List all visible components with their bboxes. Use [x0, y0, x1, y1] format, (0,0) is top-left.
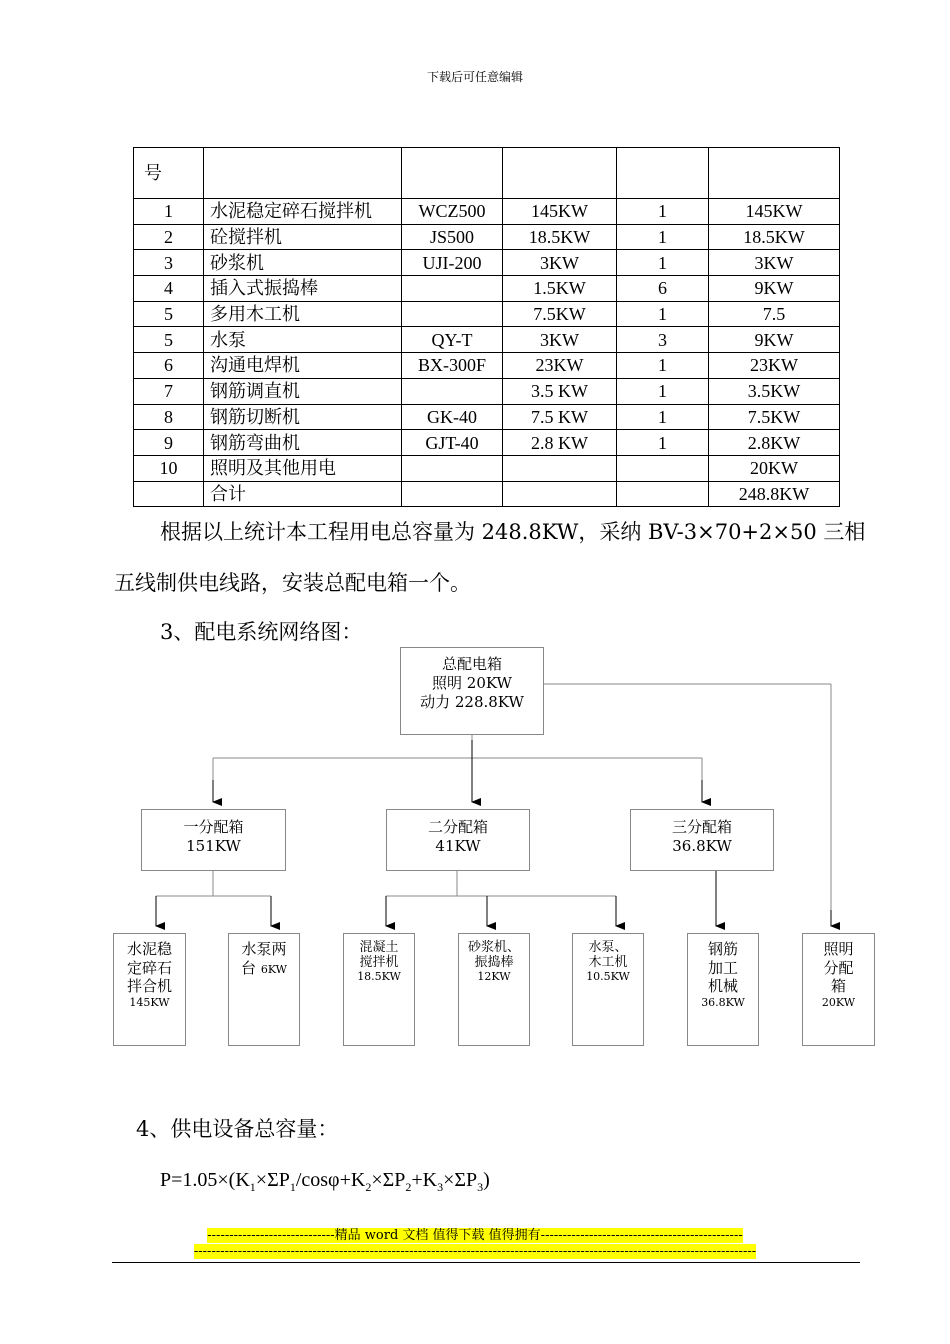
section-3-heading: 3、配电系统网络图： — [160, 620, 363, 644]
table-cell: 6 — [134, 353, 204, 379]
table-cell: 4 — [134, 276, 204, 302]
formula-sub: 2 — [405, 1180, 412, 1194]
table-cell: 8 — [134, 404, 204, 430]
leaf-power: 18.5KW — [357, 970, 401, 983]
sub-box-3-power: 36.8KW — [672, 837, 732, 855]
table-cell: 7.5KW — [503, 301, 617, 327]
table-cell: 沟通电焊机 — [204, 353, 402, 379]
table-cell: UJI-200 — [402, 250, 503, 276]
table-cell: 水泥稳定碎石搅拌机 — [204, 199, 402, 225]
leaf-power: 20KW — [821, 995, 856, 1009]
leaf-box-stabilized-mixer — [113, 933, 186, 1046]
table-cell: 2.8 KW — [503, 430, 617, 456]
table-cell: 145KW — [709, 199, 840, 225]
formula-sub: 3 — [477, 1180, 484, 1194]
main-distribution-box — [400, 647, 544, 735]
leaf-box-pump-woodwork — [572, 933, 644, 1046]
leaf-label: 钢筋 — [707, 940, 738, 958]
table-cell: 7.5KW — [709, 404, 840, 430]
sub-box-1 — [141, 809, 286, 871]
table-cell: GK-40 — [402, 404, 503, 430]
table-cell: 3KW — [709, 250, 840, 276]
sub-box-1-power: 151KW — [186, 837, 241, 855]
leaf-power: 10.5KW — [586, 970, 630, 983]
table-cell: 1 — [134, 199, 204, 225]
leaf-power: 36.8KW — [701, 995, 745, 1009]
table-cell: 3.5 KW — [503, 378, 617, 404]
table-cell: QY-T — [402, 327, 503, 353]
table-cell: 1 — [617, 250, 709, 276]
table-cell: 1 — [617, 301, 709, 327]
table-cell: 10 — [134, 455, 204, 481]
leaf-label-part: 台 — [241, 958, 257, 977]
table-cell: 5 — [134, 301, 204, 327]
table-cell: 5 — [134, 327, 204, 353]
table-cell: WCZ500 — [402, 199, 503, 225]
formula-sub: 1 — [249, 1180, 256, 1194]
table-cell: 23KW — [503, 353, 617, 379]
table-cell: 9KW — [709, 276, 840, 302]
leaf-box-mortar-vibrator — [458, 933, 530, 1046]
table-cell: 照明及其他用电 — [204, 455, 402, 481]
table-cell: 1.5KW — [503, 276, 617, 302]
main-box-power: 动力 228.8KW — [420, 693, 524, 711]
paragraph-capacity-cont: 五线制供电线路，安装总配电箱一个。 — [114, 571, 471, 595]
table-cell: 1 — [617, 353, 709, 379]
main-box-title: 总配电箱 — [441, 655, 502, 673]
table-cell: 20KW — [709, 455, 840, 481]
table-cell: GJT-40 — [402, 430, 503, 456]
leaf-box-concrete-mixer — [343, 933, 415, 1046]
table-cell: 145KW — [503, 199, 617, 225]
formula-part: ×ΣP — [371, 1169, 406, 1191]
footer-line-1: -----------------------------精品 word 文档 值得下载 值得拥有---------------------------------------------- — [207, 1228, 743, 1243]
header-note: 下载后可任意编辑 — [426, 70, 523, 84]
leaf-label: 照明 — [823, 940, 854, 958]
leaf-power: 145KW — [129, 995, 170, 1009]
leaf-label: 拌合机 — [126, 977, 172, 995]
table-cell: 砂浆机 — [204, 250, 402, 276]
table-cell: 钢筋切断机 — [204, 404, 402, 430]
power-formula — [160, 1169, 490, 1195]
table-cell: 9 — [134, 430, 204, 456]
table-cell: 1 — [617, 224, 709, 250]
table-cell: 7.5 KW — [503, 404, 617, 430]
table-cell: 3.5KW — [709, 378, 840, 404]
table-cell: 7.5 — [709, 301, 840, 327]
leaf-box-rebar-machinery — [687, 933, 759, 1046]
leaf-label: 搅拌机 — [359, 955, 399, 970]
paragraph-capacity: 根据以上统计本工程用电总容量为 248.8KW，采纳 BV-3×70+2×50 三相 — [160, 520, 866, 544]
table-header-cell: 号 — [134, 148, 204, 199]
leaf-label: 加工 — [707, 958, 738, 977]
main-box-lighting: 照明 20KW — [432, 674, 512, 692]
footer-rule — [112, 1262, 860, 1263]
leaf-label: 混凝土 — [359, 940, 399, 955]
table-cell: 砼搅拌机 — [204, 224, 402, 250]
formula-part: /cosφ+K — [295, 1169, 366, 1191]
table-cell: BX-300F — [402, 353, 503, 379]
formula-part: P=1.05×(K — [160, 1169, 250, 1191]
table-cell: 2 — [134, 224, 204, 250]
formula-part: ×ΣP — [443, 1169, 478, 1191]
table-cell: 水泵 — [204, 327, 402, 353]
leaf-label: 机械 — [707, 977, 738, 995]
section-4-heading: 4、供电设备总容量： — [136, 1117, 339, 1141]
leaf-label: 振捣棒 — [474, 955, 514, 970]
leaf-power: 6KW — [260, 962, 287, 976]
leaf-label: 水泵两 — [241, 940, 287, 958]
table-cell: 1 — [617, 199, 709, 225]
table-cell: 3KW — [503, 250, 617, 276]
footer-line-2: -------------------------------------------------------------------------------------------------------------------------------- — [193, 1244, 757, 1259]
table-cell: 3 — [134, 250, 204, 276]
table-cell: 1 — [617, 404, 709, 430]
leaf-box-pumps — [228, 933, 300, 1046]
table-cell: 合计 — [204, 481, 402, 507]
leaf-label: 水泥稳 — [126, 940, 172, 958]
table-cell: 插入式振捣棒 — [204, 276, 402, 302]
footer-banner — [0, 1228, 950, 1260]
table-cell: 3 — [617, 327, 709, 353]
table-cell: 248.8KW — [709, 481, 840, 507]
leaf-label: 砂浆机、 — [467, 940, 520, 955]
table-cell: 9KW — [709, 327, 840, 353]
leaf-label: 箱 — [830, 977, 846, 995]
table-cell: 3KW — [503, 327, 617, 353]
sub-box-3-title: 三分配箱 — [671, 818, 732, 836]
table-cell: 1 — [617, 378, 709, 404]
formula-part: ) — [483, 1169, 490, 1191]
leaf-box-lighting — [802, 933, 875, 1046]
sub-box-1-title: 一分配箱 — [183, 818, 244, 836]
table-cell: 18.5KW — [503, 224, 617, 250]
leaf-label: 水泵、 — [588, 940, 628, 955]
table-cell: 7 — [134, 378, 204, 404]
table-cell: 多用木工机 — [204, 301, 402, 327]
formula-sub: 3 — [437, 1180, 444, 1194]
sub-box-2-title: 二分配箱 — [427, 818, 488, 836]
formula-sub: 1 — [289, 1180, 296, 1194]
table-cell: JS500 — [402, 224, 503, 250]
formula-sub: 2 — [365, 1180, 372, 1194]
formula-part: ×ΣP — [255, 1169, 290, 1191]
leaf-power: 12KW — [477, 970, 511, 983]
formula-part: +K — [411, 1169, 438, 1191]
leaf-label: 木工机 — [588, 955, 628, 970]
sub-box-2-power: 41KW — [435, 837, 481, 855]
sub-box-3 — [630, 809, 774, 871]
table-cell: 钢筋调直机 — [204, 378, 402, 404]
sub-box-2 — [386, 809, 530, 871]
table-cell: 1 — [617, 430, 709, 456]
leaf-label: 分配 — [823, 958, 854, 977]
table-cell: 2.8KW — [709, 430, 840, 456]
table-cell: 23KW — [709, 353, 840, 379]
table-cell: 钢筋弯曲机 — [204, 430, 402, 456]
leaf-label: 定碎石 — [126, 958, 172, 977]
table-cell: 18.5KW — [709, 224, 840, 250]
leaf-label — [229, 959, 299, 978]
table-cell: 6 — [617, 276, 709, 302]
